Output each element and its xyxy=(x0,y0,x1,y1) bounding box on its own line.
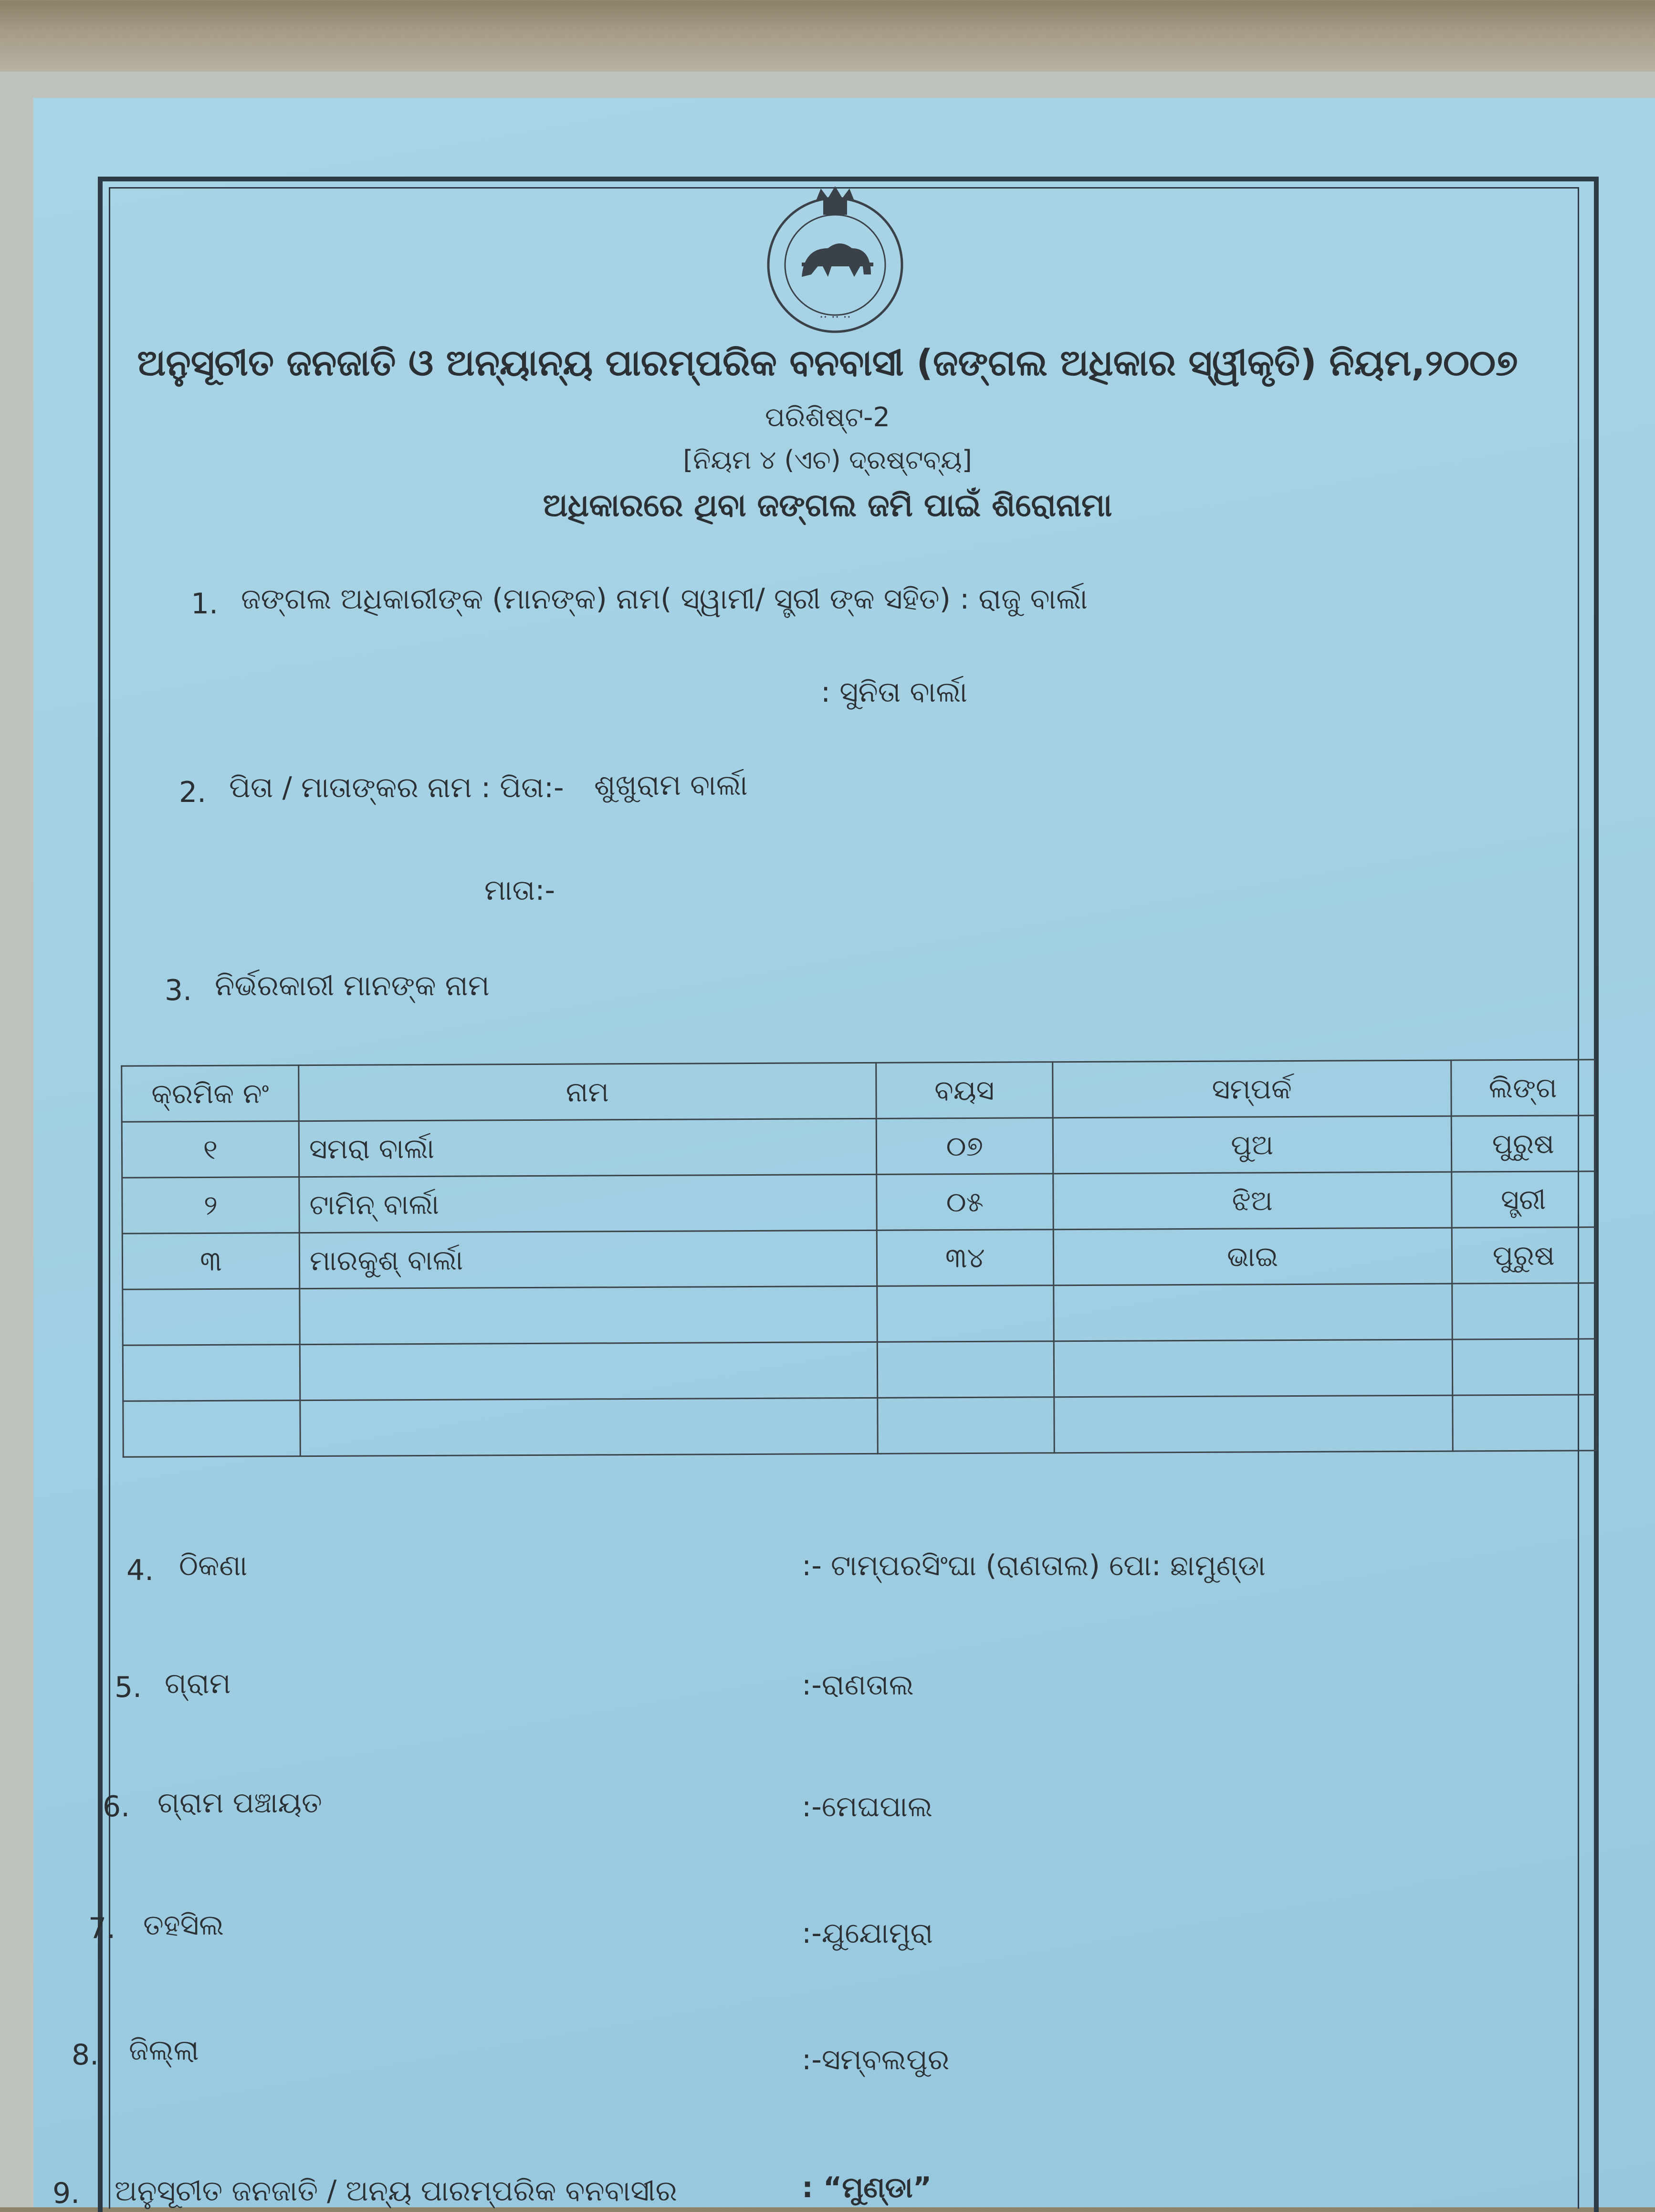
table-row xyxy=(122,1227,1595,1289)
cell-relation: ଝିଅ xyxy=(1053,1172,1452,1230)
odisha-emblem-seal xyxy=(756,181,914,339)
cell-age: ୦୫ xyxy=(876,1174,1053,1231)
col-header-relation: ସମ୍ପର୍କ xyxy=(1053,1060,1451,1118)
field-5-value: :-ରାଣତାଲ xyxy=(802,1668,914,1702)
cell-relation xyxy=(1054,1284,1452,1341)
col-header-name: ନାମ xyxy=(299,1063,876,1121)
cell-name xyxy=(300,1286,877,1344)
field-3-number: 3. xyxy=(165,974,192,1007)
cell-age: ୦୭ xyxy=(876,1118,1053,1175)
field-4-label: ଠିକଣା xyxy=(179,1549,248,1582)
cell-relation xyxy=(1054,1395,1453,1453)
field-8-value: :-ସମ୍ବଲପୁର xyxy=(802,2043,950,2076)
table-row xyxy=(122,1116,1595,1178)
appendix-label: ପରିଶିଷ୍ଟ-2 xyxy=(765,402,890,433)
field-1-spouse: : ସୁନିତା ବାର୍ଲା xyxy=(821,675,967,709)
field-9-value: : “ମୁଣ୍ଡା” xyxy=(802,2171,932,2204)
svg-text:·· ·· ··: ·· ·· ·· xyxy=(819,310,851,325)
cell-gender xyxy=(1452,1395,1596,1451)
field-4-value: :- ଟାମ୍ପରସିଂଘା (ରାଣତାଲ) ପୋ: ଛାମୁଣ୍ଡା xyxy=(802,1549,1266,1582)
field-4-number: 4. xyxy=(126,1554,154,1587)
cell-relation: ପୁଅ xyxy=(1053,1116,1451,1174)
cell-age: ୩୪ xyxy=(877,1230,1054,1286)
cell-gender: ସ୍ତ୍ରୀ xyxy=(1451,1171,1595,1228)
field-2-number: 2. xyxy=(179,776,207,809)
col-header-serial: କ୍ରମିକ ନଂ xyxy=(122,1065,299,1122)
field-2-label: ପିତା / ମାତାଙ୍କର ନାମ : ପିତା:- xyxy=(229,771,564,804)
field-7-number: 7. xyxy=(88,1912,116,1945)
field-1-label: ଜଙ୍ଗଲ ଅଧିକାରୀଙ୍କ (ମାନଙ୍କ) ନାମ( ସ୍ୱାମୀ/ ସ୍ତ୍ରୀ ଙ୍କ ସହିତ) : ରାଜୁ ବାର୍ଲା xyxy=(241,582,1088,616)
field-8-number: 8. xyxy=(72,2038,99,2072)
field-6-label: ଗ୍ରାମ ପଞ୍ଚାୟତ xyxy=(157,1786,322,1820)
field-2-father: ଶୁଖୁରାମ ବାର୍ଲା xyxy=(594,769,748,802)
table-row xyxy=(122,1171,1595,1233)
field-7-value: :-ଯୁଯୋମୁରା xyxy=(802,1917,933,1950)
field-9-label: ଅନୁସୂଚୀତ ଜନଜାତି / ଅନ୍ୟ ପାରମ୍ପରିକ ବନବାସୀର xyxy=(115,2174,677,2208)
table-header-row xyxy=(122,1060,1595,1122)
field-8-label: ଜିଲ୍ଲା xyxy=(129,2033,199,2067)
cell-name: ଟାମିନ୍ ବାର୍ଲା xyxy=(299,1174,877,1232)
cell-gender xyxy=(1452,1339,1596,1395)
table-row-empty xyxy=(123,1339,1596,1401)
dependents-table xyxy=(121,1059,1597,1457)
rule-reference: [ନିୟମ ୪ (ଏଚ) ଦ୍ରଷ୍ଟବ୍ୟ] xyxy=(683,445,972,475)
cell-name xyxy=(300,1398,878,1456)
cell-serial xyxy=(123,1345,300,1401)
col-header-gender: ଲିଙ୍ଗ xyxy=(1451,1060,1595,1116)
cell-serial xyxy=(123,1401,300,1457)
cell-serial: ୧ xyxy=(122,1121,299,1178)
document-subtitle: ଅଧିକାରରେ ଥିବା ଜଙ୍ଗଲ ଜମି ପାଇଁ ଶିରୋନାମା xyxy=(543,487,1112,524)
cell-gender xyxy=(1452,1283,1596,1339)
document-title: ଅନୁସୂଚୀତ ଜନଜାତି ଓ ଅନ୍ୟାନ୍ୟ ପାରମ୍ପରିକ ବନବାସୀ (ଜଙ୍ଗଲ ଅଧିକାର ସ୍ୱୀକୃତି) ନିୟମ,୨୦୦୭ xyxy=(137,341,1518,384)
cell-name: ସମରା ବାର୍ଲା xyxy=(299,1118,876,1177)
cell-name xyxy=(300,1342,877,1400)
cell-serial xyxy=(123,1289,300,1346)
col-header-age: ବୟସ xyxy=(876,1062,1053,1119)
cell-relation: ଭାଇ xyxy=(1053,1228,1452,1285)
cell-age xyxy=(877,1341,1054,1398)
field-5-label: ଗ୍ରାମ xyxy=(165,1667,231,1700)
field-1-number: 1. xyxy=(191,587,219,621)
cell-gender: ପୁରୁଷ xyxy=(1451,1116,1595,1172)
cell-age xyxy=(877,1285,1054,1342)
table-row-empty xyxy=(123,1283,1596,1345)
field-5-number: 5. xyxy=(115,1671,142,1704)
field-9-number: 9. xyxy=(52,2177,80,2210)
table-row-empty xyxy=(123,1395,1596,1457)
cell-gender: ପୁରୁଷ xyxy=(1452,1227,1596,1284)
cell-name: ମାରକୁଶ୍ ବାର୍ଲା xyxy=(299,1230,877,1288)
field-6-value: :-ମେଘପାଲ xyxy=(802,1790,933,1823)
field-7-label: ତହସିଲ xyxy=(143,1908,224,1942)
cell-serial: ୨ xyxy=(122,1177,299,1234)
field-3-label: ନିର୍ଭରକାରୀ ମାନଙ୍କ ନାମ xyxy=(215,969,490,1002)
cell-serial: ୩ xyxy=(122,1233,299,1290)
field-2-mother-label: ମାତା:- xyxy=(484,874,555,907)
cell-age xyxy=(877,1397,1054,1454)
cell-relation xyxy=(1054,1339,1452,1397)
field-6-number: 6. xyxy=(103,1790,130,1823)
